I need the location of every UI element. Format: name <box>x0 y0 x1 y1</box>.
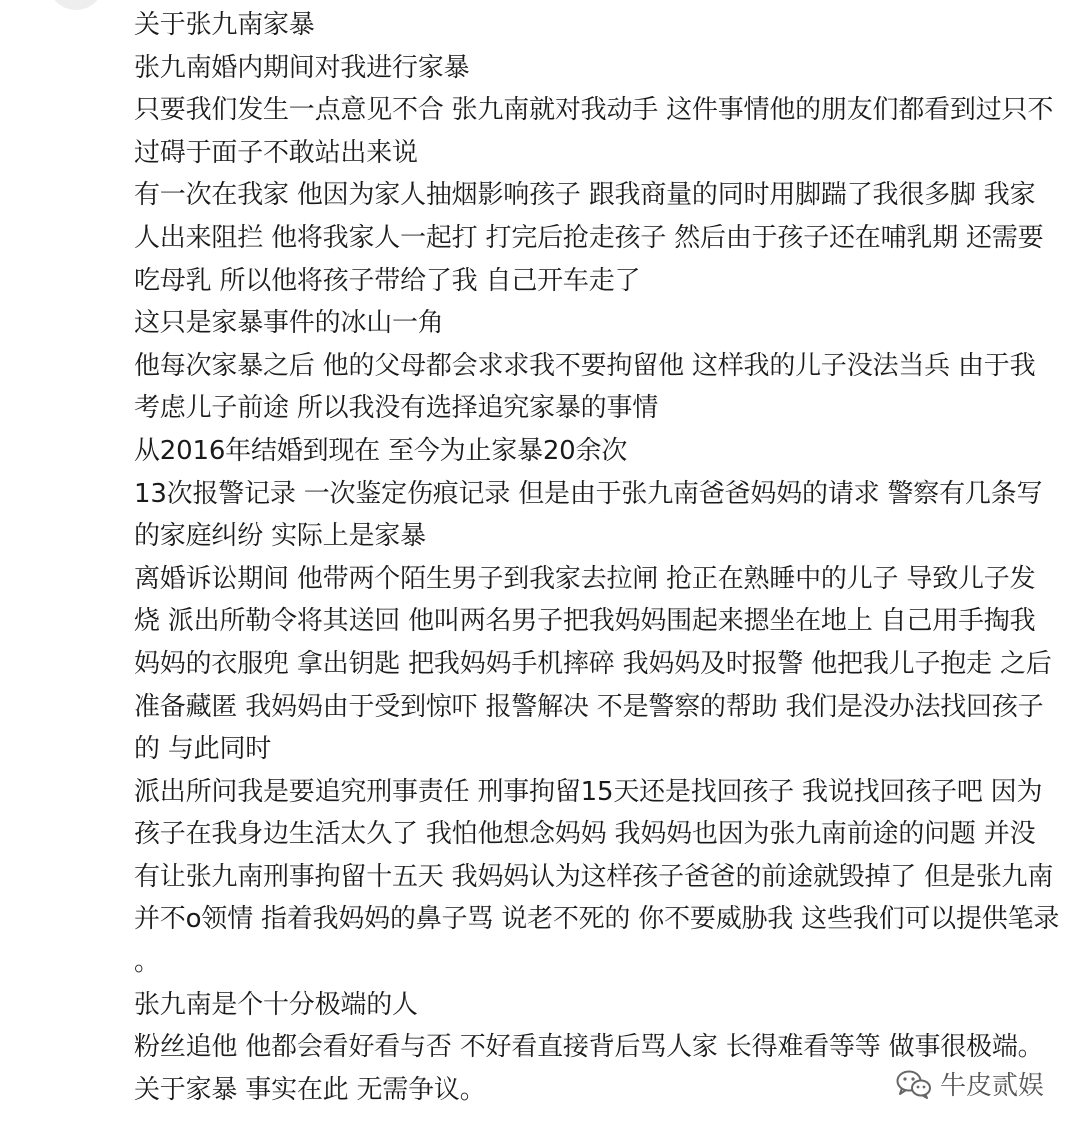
post-line: 粉丝追他 他都会看好看与否 不好看直接背后骂人家 长得难看等等 做事很极端。 <box>134 1032 1044 1063</box>
watermark-label: 牛皮贰娱 <box>939 1071 1044 1101</box>
post-line: 。 <box>134 947 160 978</box>
post-line: 13次报警记录 一次鉴定伤痕记录 但是由于张九南爸爸妈妈的请求 警察有几条写 <box>134 478 1043 509</box>
post-line: 张九南婚内期间对我进行家暴 <box>134 52 470 83</box>
post-line: 吃母乳 所以他将孩子带给了我 自己开车走了 <box>134 265 641 296</box>
post-line: 有让张九南刑事拘留十五天 我妈妈认为这样孩子爸爸的前途就毁掉了 但是张九南 <box>134 861 1054 892</box>
post-line: 的家庭纠纷 实际上是家暴 <box>134 521 426 552</box>
post-line: 烧 派出所勒令将其送回 他叫两名男子把我妈妈围起来摁坐在地上 自己用手掏我 <box>134 606 1036 637</box>
post-line: 这只是家暴事件的冰山一角 <box>134 308 444 339</box>
post-line: 他每次家暴之后 他的父母都会求求我不要拘留他 这样我的儿子没法当兵 由于我 <box>134 350 1036 381</box>
post-line: 离婚诉讼期间 他带两个陌生男子到我家去拉闸 抢正在熟睡中的儿子 导致儿子发 <box>134 563 1036 594</box>
post-line: 准备藏匿 我妈妈由于受到惊吓 报警解决 不是警察的帮助 我们是没办法找回孩子 <box>134 691 1044 722</box>
post-line: 关于张九南家暴 <box>134 10 315 40</box>
post-text <box>134 4 1064 1111</box>
post-line: 的 与此同时 <box>134 734 272 765</box>
post-line: 派出所问我是要追究刑事责任 刑事拘留15天还是找回孩子 我说找回孩子吧 因为 <box>134 776 1043 807</box>
post-line: 有一次在我家 他因为家人抽烟影响孩子 跟我商量的同时用脚踹了我很多脚 我家 <box>134 180 1036 211</box>
post-line: 并不o领情 指着我妈妈的鼻子骂 说老不死的 你不要威胁我 这些我们可以提供笔录 <box>134 904 1060 935</box>
post-line: 张九南是个十分极端的人 <box>134 989 418 1020</box>
post-line: 从2016年结婚到现在 至今为止家暴20余次 <box>134 435 628 466</box>
watermark <box>896 1065 1044 1102</box>
post-line: 人出来阻拦 他将我家人一起打 打完后抢走孩子 然后由于孩子还在哺乳期 还需要 <box>134 222 1044 253</box>
wechat-icon <box>896 1069 932 1099</box>
avatar <box>48 0 104 10</box>
post-line: 过碍于面子不敢站出来说 <box>134 137 418 168</box>
post-line: 妈妈的衣服兜 拿出钥匙 把我妈妈手机摔碎 我妈妈及时报警 他把我儿子抱走 之后 <box>134 648 1052 679</box>
post-line: 考虑儿子前途 所以我没有选择追究家暴的事情 <box>134 393 659 424</box>
post-line: 只要我们发生一点意见不合 张九南就对我动手 这件事情他的朋友们都看到过只不 <box>134 95 1054 126</box>
post-line: 孩子在我身边生活太久了 我怕他想念妈妈 我妈妈也因为张九南前途的问题 并没 <box>134 819 1036 850</box>
post-line: 关于家暴 事实在此 无需争议。 <box>134 1074 486 1105</box>
